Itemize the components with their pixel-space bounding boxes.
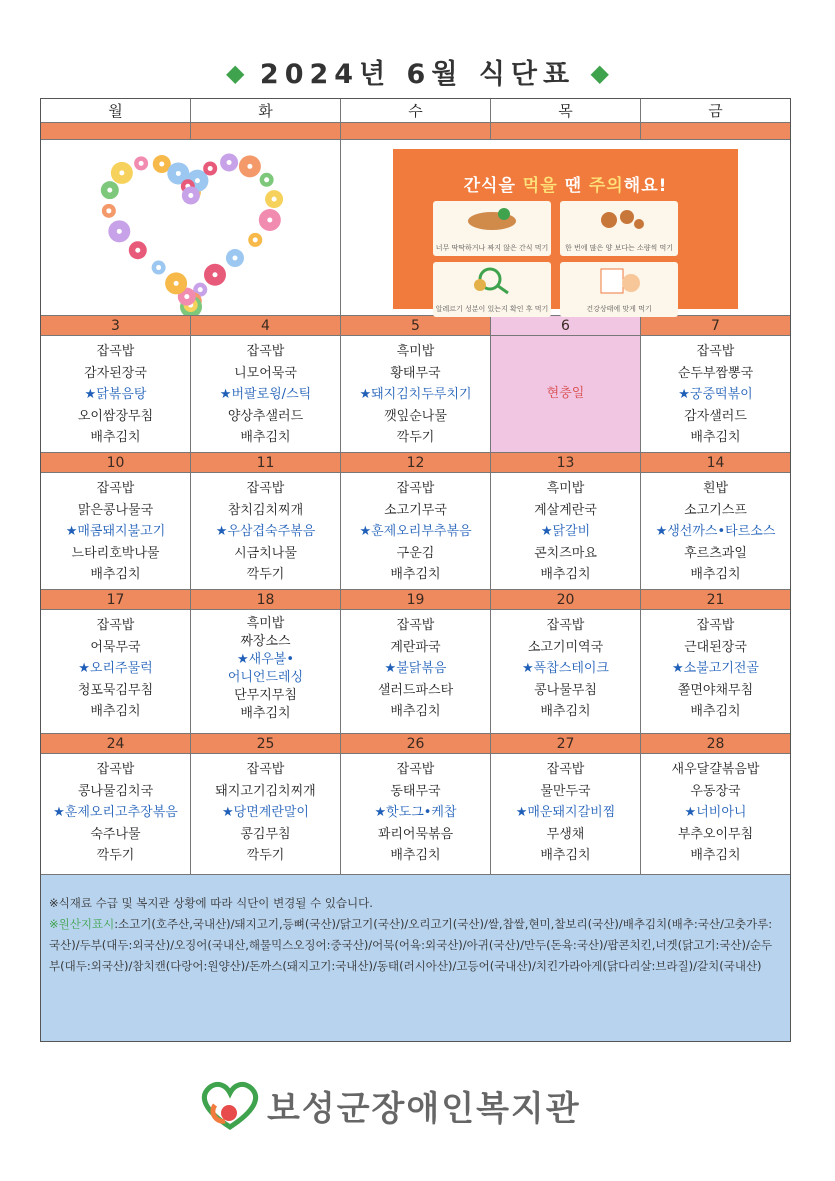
menu-item: 소고기스프: [684, 502, 747, 518]
weekday-tue: 화: [191, 99, 341, 123]
date-row: [41, 734, 790, 754]
menu-item: 배추김치: [540, 567, 591, 582]
holiday-label: 현충일: [546, 386, 585, 402]
date-label: 17: [41, 590, 191, 610]
flower-center: [198, 287, 203, 292]
menu-cell: [191, 473, 341, 590]
menu-item: 깍두기: [96, 848, 135, 863]
illustration-row: [41, 140, 790, 316]
flower-center: [264, 177, 269, 182]
menu-item: 계살계란국: [534, 502, 597, 518]
snack-icon: [462, 204, 522, 234]
blank-date-row: [41, 123, 790, 140]
menu-item: ★새우볼•: [237, 652, 294, 667]
notes-change-warning: ※식재료 수급 및 복지관 상황에 따라 식단이 변경될 수 있습니다.: [49, 896, 373, 910]
menu-item: 깍두기: [246, 567, 285, 582]
menu-item: ★오리주물럭: [78, 661, 153, 676]
flower-center: [135, 248, 140, 253]
caution-panel: 한 번에 많은 양 보다는 소량씩 먹기: [560, 201, 678, 256]
menu-item: 우동장국: [690, 783, 741, 799]
menu-cell: [641, 473, 790, 590]
menu-item: 감자샐러드: [684, 408, 747, 424]
menu-item: 잡곡밥: [246, 481, 285, 496]
date-label: 12: [341, 453, 491, 473]
menu-item: 잡곡밥: [696, 344, 735, 359]
date-label: 4: [191, 316, 341, 336]
menu-cell: [41, 610, 191, 734]
menu-item: ★소불고기전골: [671, 661, 759, 676]
health-icon: [589, 265, 649, 295]
menu-cell: [41, 336, 191, 453]
menu-item: 구운김: [396, 545, 435, 561]
menu-item: 배추김치: [240, 706, 291, 721]
notes-origin: [49, 914, 778, 977]
menu-item: 흑미밥: [246, 616, 285, 631]
menu-item: 콩나물김치국: [77, 783, 154, 799]
date-label: 27: [491, 734, 641, 754]
page-title: [0, 52, 835, 91]
flower-center: [247, 164, 252, 169]
menu-item: 흑미밥: [546, 481, 585, 496]
menu-cell: [491, 754, 641, 875]
menu-item: 참치김치찌개: [227, 502, 304, 518]
menu-item: ★돼지김치두루치기: [359, 387, 472, 402]
menu-item: 순두부짬뽕국: [677, 365, 754, 381]
menu-item: 배추김치: [690, 567, 741, 582]
menu-cell: [641, 754, 790, 875]
caution-panel: 건강상태에 맞게 먹기: [560, 262, 678, 317]
menu-item: 콩김무침: [240, 826, 291, 842]
menu-item: ★닭볶음탕: [84, 387, 147, 402]
menu-item: ★매운돼지갈비찜: [515, 805, 616, 820]
menu-cell: [491, 336, 641, 453]
menu-item: 잡곡밥: [96, 344, 135, 359]
notes-box: [41, 875, 790, 1041]
meal-table: [40, 98, 791, 1042]
weekday-header: [41, 99, 790, 123]
date-label: 28: [641, 734, 790, 754]
menu-item: 청포묵김무침: [77, 682, 154, 698]
heart-logo-icon: [195, 1075, 265, 1135]
date-label: 19: [341, 590, 491, 610]
menu-item: ★버팔로윙/스틱: [219, 387, 312, 402]
menu-item: 잡곡밥: [396, 481, 435, 496]
menu-cell: [641, 336, 790, 453]
menu-item: 배추김치: [90, 430, 141, 445]
flower-center: [208, 166, 213, 171]
date-label: 20: [491, 590, 641, 610]
weekday-wed: 수: [341, 99, 491, 123]
diamond-icon: ◆: [226, 59, 245, 87]
flower-center: [139, 161, 144, 166]
menu-item: 깍두기: [246, 848, 285, 863]
date-label: 14: [641, 453, 790, 473]
menu-item: 배추김치: [240, 430, 291, 445]
menu-item: 배추김치: [690, 704, 741, 719]
menu-item: 쫄면야채무침: [677, 682, 754, 698]
date-label: 13: [491, 453, 641, 473]
menu-row: [41, 473, 790, 590]
menu-item: 샐러드파스타: [377, 682, 454, 698]
date-label: 18: [191, 590, 341, 610]
menu-cell: [341, 610, 491, 734]
menu-item: 흰밥: [702, 481, 729, 496]
menu-item: 배추김치: [540, 704, 591, 719]
menu-item: 잡곡밥: [546, 762, 585, 777]
origin-label: ※원산지표시: [49, 917, 115, 931]
menu-item: 흑미밥: [396, 344, 435, 359]
menu-item: 계란파국: [390, 639, 441, 655]
menu-item: ★핫도그•케찹: [374, 805, 457, 820]
menu-item: 짜장소스: [240, 634, 291, 649]
magnifier-icon: [462, 265, 522, 295]
menu-item: ★너비아니: [684, 805, 747, 820]
menu-item: 단무지무침: [234, 688, 297, 703]
flower-heart-image: [41, 140, 341, 315]
menu-item: 숙주나물: [90, 826, 141, 842]
flower-center: [159, 162, 164, 167]
menu-item: 어니언드레싱: [227, 670, 304, 685]
menu-cell: [491, 473, 641, 590]
menu-item: 소고기무국: [384, 502, 447, 518]
menu-item: ★궁중떡볶이: [678, 387, 753, 402]
menu-item: 근대된장국: [684, 639, 747, 655]
divider: [340, 140, 341, 315]
title-text: 2024년 6월 식단표: [259, 59, 576, 90]
menu-item: 감자된장국: [84, 365, 147, 381]
weekday-thu: 목: [491, 99, 641, 123]
menu-cell: [41, 754, 191, 875]
menu-row: [41, 336, 790, 453]
menu-row: [41, 754, 790, 875]
flower-center: [156, 265, 161, 270]
menu-row: [41, 610, 790, 734]
menu-item: 양상추샐러드: [227, 408, 304, 424]
menu-cell: [491, 610, 641, 734]
menu-item: 깍두기: [396, 430, 435, 445]
menu-item: 어묵무국: [90, 639, 141, 655]
menu-item: 잡곡밥: [696, 618, 735, 633]
menu-item: 콩나물무침: [534, 682, 597, 698]
date-label: 25: [191, 734, 341, 754]
menu-cell: [341, 754, 491, 875]
menu-item: ★당면계란말이: [221, 805, 309, 820]
flower-center: [107, 188, 112, 193]
menu-item: 돼지고기김치찌개: [215, 783, 316, 799]
menu-item: 부추오이무침: [677, 826, 754, 842]
flower-center: [195, 178, 200, 183]
menu-item: 배추김치: [90, 704, 141, 719]
date-row: [41, 316, 790, 336]
date-label: 26: [341, 734, 491, 754]
menu-cell: [341, 336, 491, 453]
flower-center: [106, 208, 111, 213]
menu-cell: [191, 610, 341, 734]
date-label: 7: [641, 316, 790, 336]
menu-item: ★매콤돼지불고기: [65, 524, 166, 539]
menu-item: 잡곡밥: [396, 618, 435, 633]
menu-item: ★닭갈비: [540, 524, 591, 539]
menu-item: 잡곡밥: [96, 618, 135, 633]
menu-item: 배추김치: [90, 567, 141, 582]
flower-center: [184, 294, 189, 299]
menu-item: 잡곡밥: [96, 481, 135, 496]
menu-item: 소고기미역국: [527, 639, 604, 655]
weekday-fri: 금: [641, 99, 790, 123]
cookies-icon: [589, 204, 649, 234]
date-label: 3: [41, 316, 191, 336]
menu-cell: [641, 610, 790, 734]
flower-center: [212, 272, 217, 277]
menu-item: 깻잎순나물: [384, 408, 447, 424]
menu-item: 꽈리어묵볶음: [377, 826, 454, 842]
menu-cell: [41, 473, 191, 590]
menu-item: 오이쌈장무침: [77, 408, 154, 424]
menu-cell: [191, 336, 341, 453]
date-label: 21: [641, 590, 790, 610]
flower-center: [188, 193, 193, 198]
menu-item: 황태무국: [390, 365, 441, 381]
menu-item: 배추김치: [690, 430, 741, 445]
menu-item: ★불닭볶음: [384, 661, 447, 676]
flower-center: [176, 171, 181, 176]
menu-item: 잡곡밥: [546, 618, 585, 633]
menu-item: 배추김치: [390, 704, 441, 719]
menu-item: 배추김치: [390, 848, 441, 863]
menu-item: ★훈제오리부추볶음: [359, 524, 472, 539]
flower-center: [272, 197, 277, 202]
caution-panel: 너무 딱딱하거나 짜지 않은 간식 먹기: [433, 201, 551, 256]
flower-center: [227, 160, 232, 165]
org-logo: [195, 1075, 655, 1135]
menu-item: ★생선까스•타르소스: [655, 524, 776, 539]
menu-item: 배추김치: [390, 567, 441, 582]
menu-item: 후르츠과일: [684, 545, 747, 561]
menu-item: 잡곡밥: [246, 344, 285, 359]
flower-center: [267, 218, 272, 223]
menu-item: 느타리호박나물: [71, 545, 160, 561]
date-row: [41, 590, 790, 610]
menu-item: 니모어묵국: [234, 365, 297, 381]
menu-item: 물만두국: [540, 783, 591, 799]
date-label: 6: [491, 316, 641, 336]
menu-item: ★훈제오리고추장볶음: [53, 805, 178, 820]
menu-item: 무생채: [546, 826, 585, 842]
flower-center: [253, 237, 258, 242]
flower-center: [117, 229, 122, 234]
weekday-mon: 월: [41, 99, 191, 123]
date-row: [41, 453, 790, 473]
date-label: 10: [41, 453, 191, 473]
menu-item: 콘치즈마요: [534, 545, 597, 561]
flower-center: [174, 281, 179, 286]
menu-item: 잡곡밥: [96, 762, 135, 777]
menu-item: 배추김치: [690, 848, 741, 863]
org-name: 보성군장애인복지관: [267, 1089, 581, 1129]
date-label: 24: [41, 734, 191, 754]
flower-center: [232, 256, 237, 261]
menu-item: 동태무국: [390, 783, 441, 799]
menu-item: 잡곡밥: [246, 762, 285, 777]
menu-item: 맑은콩나물국: [77, 502, 154, 518]
menu-item: ★폭찹스테이크: [521, 661, 609, 676]
menu-item: 잡곡밥: [396, 762, 435, 777]
menu-item: ★우삼겹숙주볶음: [215, 524, 316, 539]
menu-item: 배추김치: [540, 848, 591, 863]
menu-item: 시금치나물: [234, 545, 297, 561]
caution-panel: 알레르기 성분이 있는지 확인 후 먹기: [433, 262, 551, 317]
menu-item: 새우달걀볶음밥: [671, 762, 760, 777]
date-label: 11: [191, 453, 341, 473]
snack-caution-banner: [393, 149, 738, 313]
flower-center: [119, 170, 124, 175]
date-label: 5: [341, 316, 491, 336]
menu-cell: [341, 473, 491, 590]
banner-title: 간식을 먹을 땐 주의해요!: [463, 176, 668, 196]
diamond-icon: ◆: [590, 59, 609, 87]
origin-text: :소고기(호주산,국내산)/돼지고기,등뼈(국산)/닭고기(국산)/오리고기(국산)/쌀,찹쌀,현미,찰보리(국산)/배추김치(배추:국산/고춧가루:국산)/두부(대두:외국산)/오징어(국내산,해물믹스오징어:중국산)/어묵(어육:외국산)/아귀(국산)/만두(돈육:국산)/팝콘치킨,너겟(닭고기:국산)/순두부(대두:외국산)/참치캔(다랑어:원양산)/돈까스(돼지고기:국내산)/동태(러시아산)/고등어(국내산)/치킨가라아게(닭다리살:브라질)/갈치(국내산): [49, 917, 773, 973]
menu-cell: [191, 754, 341, 875]
